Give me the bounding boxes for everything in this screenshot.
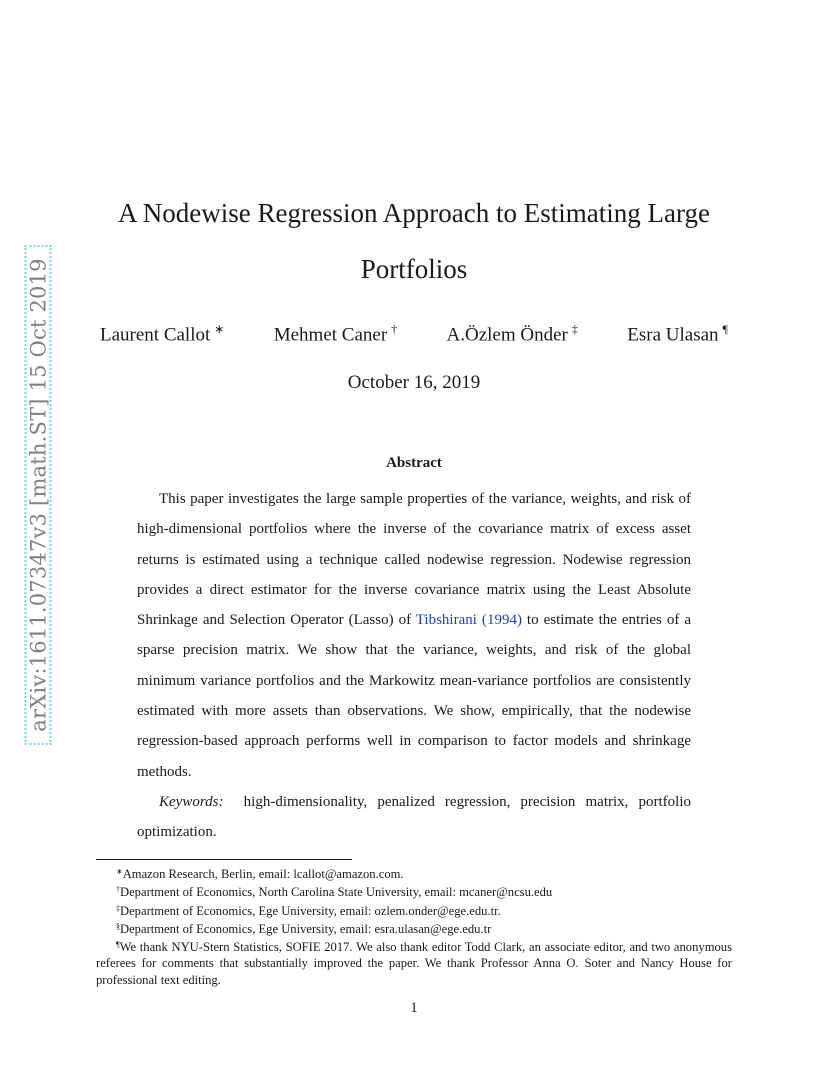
publication-date: October 16, 2019 — [347, 372, 481, 393]
abstract-text-part-1: This paper investigates the large sample properties of the variance, weights, and risk of high-dimensional portfolios where the inverse of the covariance matrix of excess asset returns is estimated using a technique called nodewise regression. Nodewise regression provides a direct estimator for the inverse covariance matrix using the Least Absolute Shrinkage and Selection Operator (Lasso) of — [137, 491, 691, 629]
footnote-text: Department of Economics, Ege University, email: esra.ulasan@ege.edu.tr — [120, 921, 492, 936]
abstract-heading: Abstract — [386, 455, 442, 471]
abstract-text-part-2: to estimate the entries of a sparse precision matrix. We show that the variance, weights, and risk of the global minimum variance portfolios and the Markowitz mean-variance portfolios are consistently estimated with more assets than observations. We show, empirically, that the nodewise regression-based approach performs well in comparison to factor models and shrinkage methods. — [137, 612, 692, 780]
citation-author: Tibshirani — [415, 612, 477, 629]
author-name: Esra Ulasan — [627, 324, 719, 346]
author-footnote-mark[interactable]: † — [391, 322, 398, 336]
author — [274, 322, 397, 346]
citation-link[interactable]: Tibshirani (1994) — [415, 612, 522, 629]
arxiv-identifier-link[interactable] — [24, 245, 51, 745]
paper-title — [100, 185, 728, 297]
keywords-paragraph — [137, 787, 691, 848]
author-footnote-mark[interactable]: ‡ — [571, 322, 578, 336]
footnote — [96, 937, 732, 988]
footnote — [96, 901, 732, 919]
footnote-text: Department of Economics, Ege University, email: ozlem.onder@ege.edu.tr. — [120, 903, 501, 918]
footnote-mark: ¶ — [116, 940, 120, 950]
footnotes — [96, 864, 732, 988]
author-name: Mehmet Caner — [273, 324, 388, 346]
footnote-mark: ‡ — [116, 903, 120, 913]
author-name: A.Özlem Önder — [446, 324, 568, 346]
footnote-mark: † — [116, 885, 120, 895]
keywords-list: high-dimensionality, penalized regression, precision matrix, portfolio optimization. — [137, 793, 691, 841]
author — [627, 322, 728, 346]
author — [447, 322, 578, 346]
arxiv-identifier: arXiv:1611.07347v3 [math.ST] 15 Oct 2019 — [25, 258, 50, 732]
footnote-mark: ∗ — [116, 867, 123, 876]
author-list — [100, 322, 728, 346]
citation-year: 1994 — [486, 612, 517, 629]
title-line-2: Portfolios — [360, 254, 468, 284]
author-footnote-mark[interactable]: ∗ — [214, 322, 225, 336]
footnote-mark: § — [116, 921, 120, 931]
footnote — [96, 882, 732, 900]
footnote-text: Department of Economics, North Carolina State University, email: mcaner@ncsu.edu — [120, 885, 553, 900]
abstract-paragraph — [137, 484, 691, 787]
title-line-1: A Nodewise Regression Approach to Estimating Large — [118, 198, 710, 228]
footnote — [96, 864, 732, 882]
footnote-text: Amazon Research, Berlin, email: lcallot@amazon.com. — [122, 867, 404, 881]
footnote — [96, 919, 732, 937]
author — [100, 322, 224, 346]
author-name: Laurent Callot — [100, 324, 211, 346]
page-number: 1 — [410, 1000, 418, 1016]
author-footnote-mark[interactable]: ¶ — [722, 322, 728, 336]
footnote-rule — [96, 859, 352, 860]
abstract-body — [137, 484, 691, 848]
keywords-label: Keywords: — [159, 793, 224, 810]
footnote-text: We thank NYU-Stern Statistics, SOFIE 2017. We also thank editor Todd Clark, an associate editor, and two anonymous referees for comments that substantially improved the paper. We thank Professor Anna O. Soter and Nancy House for professional text editing. — [96, 940, 732, 987]
arxiv-stamp — [24, 245, 51, 745]
